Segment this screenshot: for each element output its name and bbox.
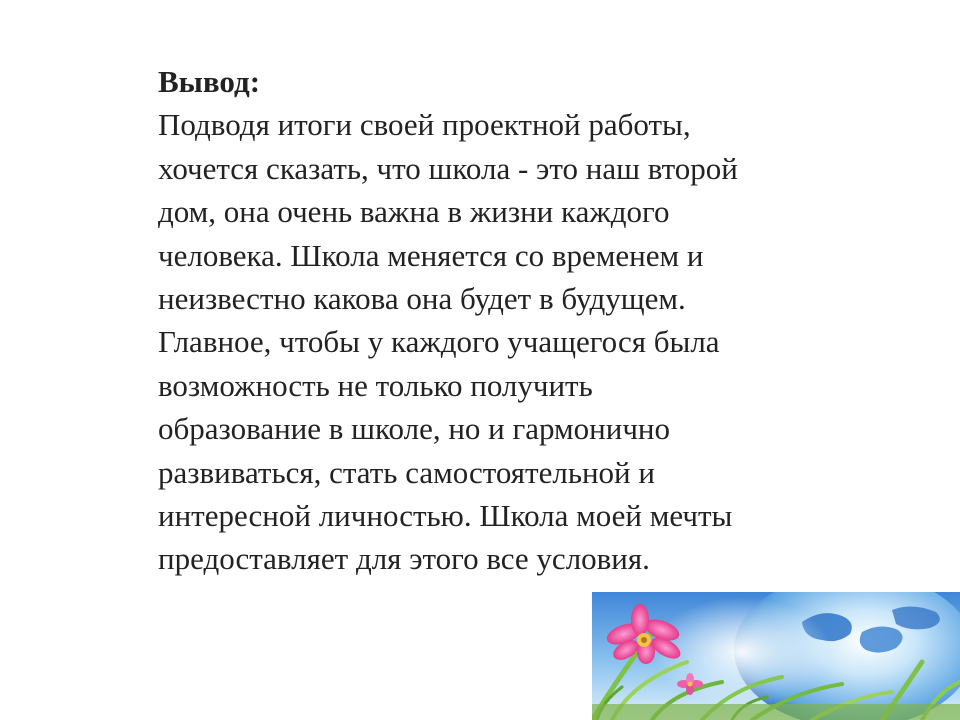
text-line: образование в школе, но и гармонично xyxy=(158,411,670,447)
text-line: Главное, чтобы у каждого учащегося была xyxy=(158,324,720,360)
conclusion-heading: Вывод: xyxy=(158,64,261,99)
ground-grass xyxy=(592,704,960,720)
text-line: возможность не только получить xyxy=(158,367,593,403)
conclusion-text-block xyxy=(158,60,878,581)
text-line: Подводя итоги своей проектной работы, xyxy=(158,107,691,143)
text-line: неизвестно какова она будет в будущем. xyxy=(158,281,686,317)
text-line: предоставляет для этого все условия. xyxy=(158,541,650,577)
text-line: интересной личностью. Школа моей мечты xyxy=(158,498,733,534)
flower-globe-image xyxy=(592,592,960,720)
text-line: дом, она очень важна в жизни каждого xyxy=(158,194,670,230)
text-line: человека. Школа меняется со временем и xyxy=(158,237,704,273)
text-line: хочется сказать, что школа - это наш второй xyxy=(158,150,738,186)
text-line: развиваться, стать самостоятельной и xyxy=(158,454,655,490)
